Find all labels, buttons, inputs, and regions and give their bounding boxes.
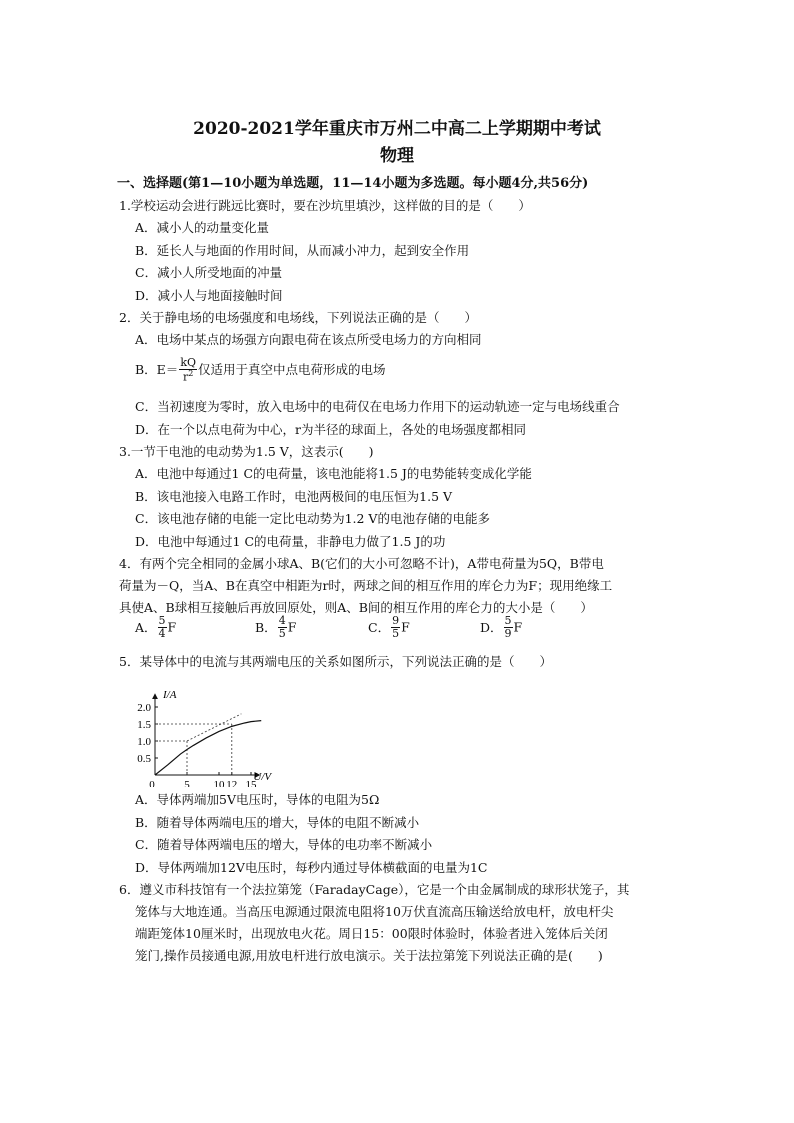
q6-line4: 笼门,操作员接通电源,用放电杆进行放电演示。关于法拉第笼下列说法正确的是( ) [135, 948, 603, 963]
x-tick-label: 5 [184, 779, 190, 787]
q2-b-denominator: $r^2$ [182, 368, 194, 384]
q1-option-b: B．延长人与地面的作用时间，从而减小冲力，起到安全作用 [135, 243, 470, 258]
subject-title: 物理 [380, 146, 414, 166]
q3-option-b: B．该电池接入电路工作时，电池两极间的电压恒为1.5 V [135, 489, 453, 504]
q4-line1: 4．有两个完全相同的金属小球A、B(它们的大小可忽略不计)，A带电荷量为5Q，B带电 [119, 556, 604, 571]
q3-option-c: C．该电池存储的电能一定比电动势为1.2 V的电池存储的电能多 [135, 511, 490, 526]
q4-option-d: D． $\frac{5}{9}$ F [480, 614, 523, 640]
x-tick-label: 0 [149, 779, 155, 787]
exam-title: 2020-2021学年重庆市万州二中高二上学期期中考试 [193, 119, 601, 139]
q3-stem: 3.一节干电池的电动势为1.5 V，这表示( ) [119, 444, 374, 459]
q5-option-b: B．随着导体两端电压的增大，导体的电阻不断减小 [135, 815, 420, 830]
q4-option-c: C． $\frac{9}{5}$ F [368, 614, 410, 640]
section-heading: 一、选择题(第1—10小题为单选题，11—14小题为多选题。每小题4分,共56分) [117, 176, 589, 191]
q5-option-c: C．随着导体两端电压的增大，导体的电功率不断减小 [135, 837, 433, 852]
q2-option-a: A．电场中某点的场强方向跟电荷在该点所受电场力的方向相同 [135, 332, 482, 347]
q3-option-d: D．电池中每通过1 C的电荷量，非静电力做了1.5 J的功 [135, 534, 446, 549]
q1-option-d: D．减小人与地面接触时间 [135, 288, 283, 303]
q2-stem: 2．关于静电场的电场强度和电场线，下列说法正确的是（ ） [119, 310, 477, 325]
q1-option-a: A．减小人的动量变化量 [135, 220, 270, 235]
q3-option-a: A．电池中每通过1 C的电荷量，该电池能将1.5 J的电势能转变成化学能 [135, 466, 532, 481]
q4-option-a: A． $\frac{5}{4}$ F [135, 614, 177, 640]
q2-b-numerator: kQ [180, 356, 196, 369]
q5-stem: 5．某导体中的电流与其两端电压的关系如图所示，下列说法正确的是（ ） [119, 654, 552, 669]
iv-graph [128, 675, 298, 787]
x-tick-label: 15 [245, 779, 257, 787]
q1-option-c: C．减小人所受地面的冲量 [135, 265, 283, 280]
q5-option-d: D．导体两端加12V电压时，每秒内通过导体横截面的电量为1C [135, 860, 488, 875]
q6-line3: 端距笼体10厘米时，出现放电火花。周日15：00限时体验时，体验者进入笼体后关闭 [135, 926, 608, 941]
tangent-line [187, 714, 241, 741]
y-tick-label: 1.5 [137, 719, 151, 731]
y-tick-label: 1.0 [137, 736, 151, 748]
q2-option-b [135, 357, 386, 383]
q6-line1: 6．遵义市科技馆有一个法拉第笼（FaradayCage），它是一个由金属制成的球形状笼子，其 [119, 882, 630, 897]
y-tick-label: 2.0 [137, 702, 151, 714]
q1-stem: 1.学校运动会进行跳远比赛时，要在沙坑里填沙，这样做的目的是（ ） [119, 198, 531, 213]
q2-b-prefix: B．E＝ [135, 362, 179, 377]
x-axis-label: U/V [253, 771, 272, 783]
q5-option-a: A．导体两端加5V电压时，导体的电阻为5Ω [135, 792, 380, 807]
q2-b-suffix: 仅适用于真空中点电荷形成的电场 [198, 362, 386, 377]
q4-line2: 荷量为－Q，当A、B在真空中相距为r时，两球之间的相互作用的库仑力为F；现用绝缘工 [119, 578, 613, 593]
iv-curve [155, 721, 261, 775]
q4-option-b: B． $\frac{4}{5}$ F [255, 614, 297, 640]
q6-line2: 笼体与大地连通。当高压电源通过限流电阻将10万伏直流高压输送给放电杆，放电杆尖 [135, 904, 614, 919]
y-axis-label: I/A [163, 689, 177, 702]
x-tick-label: 12 [226, 779, 238, 787]
q2-option-c: C．当初速度为零时，放入电场中的电荷仅在电场力作用下的运动轨迹一定与电场线重合 [135, 399, 620, 414]
q2-b-formula [179, 357, 197, 383]
x-tick-label: 10 [213, 779, 225, 787]
y-tick-label: 0.5 [137, 753, 151, 765]
q2-option-d: D．在一个以点电荷为中心，r为半径的球面上，各处的电场强度都相同 [135, 422, 526, 437]
q4-line3: 具使A、B球相互接触后再放回原处，则A、B间的相互作用的库仑力的大小是（ ） [119, 600, 593, 615]
